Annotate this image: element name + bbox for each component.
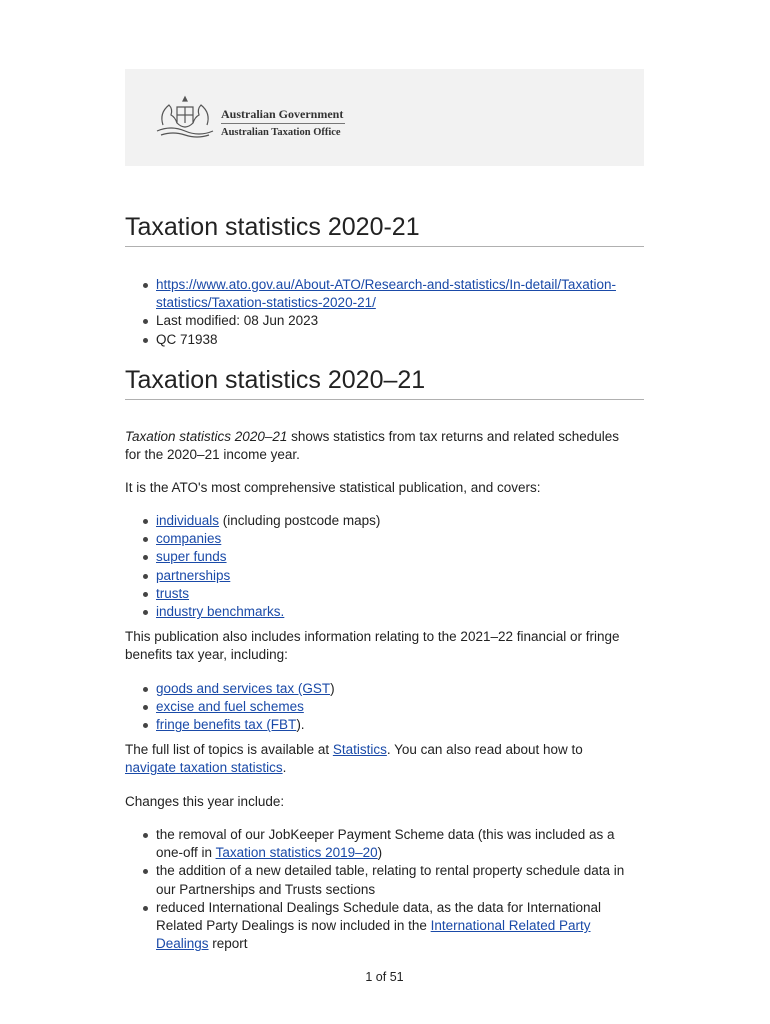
government-name: Australian Government bbox=[221, 107, 344, 121]
topics-paragraph: The full list of topics is available at Statistics. You can also read about how to navigate taxation statistics. bbox=[125, 742, 583, 776]
statistics-link[interactable]: Statistics bbox=[332, 742, 387, 757]
list-item: individuals (including postcode maps) bbox=[125, 512, 644, 530]
list-item bbox=[125, 585, 644, 603]
meta-qc-item: QC 71938 bbox=[125, 331, 644, 349]
list-item bbox=[125, 698, 644, 716]
source-url-link[interactable]: https://www.ato.gov.au/About-ATO/Research-and-statistics/In-detail/Taxation- statistics/Taxation-statistics-2020-21/ bbox=[156, 277, 616, 311]
international-related-party-dealings-link[interactable]: International Related Party Dealings bbox=[156, 918, 591, 952]
page-title: Taxation statistics 2020-21 bbox=[125, 213, 644, 247]
fbt-link[interactable]: fringe benefits tax (FBT bbox=[156, 717, 297, 733]
page-number: 1 of 51 bbox=[365, 970, 404, 984]
list-item: the removal of our JobKeeper Payment Scheme data (this was included as a one-off in Taxation statistics 2019–20) bbox=[125, 826, 644, 862]
list-item: reduced International Dealings Schedule data, as the data for International Related Party Dealings is now included in the International Related Party Dealings report bbox=[125, 899, 644, 954]
meta-modified-item: Last modified: 08 Jun 2023 bbox=[125, 312, 644, 330]
coat-of-arms-icon bbox=[153, 95, 217, 141]
gst-link[interactable]: goods and services tax (GST bbox=[156, 681, 331, 696]
covers-list bbox=[125, 512, 644, 621]
fringe-paragraph: This publication also includes information relating to the 2021–22 financial or fringe benefits tax year, including: bbox=[125, 629, 620, 663]
navigate-statistics-link[interactable]: navigate taxation statistics bbox=[125, 760, 283, 776]
changes-paragraph: Changes this year include: bbox=[125, 794, 285, 809]
list-item: goods and services tax (GST) bbox=[125, 680, 644, 698]
super-funds-link[interactable]: super funds bbox=[156, 549, 227, 565]
wordmark-divider bbox=[221, 123, 345, 124]
header-banner bbox=[125, 69, 644, 166]
changes-list bbox=[125, 826, 644, 953]
individuals-link[interactable]: individuals bbox=[156, 513, 220, 528]
intro-paragraph: Taxation statistics 2020–21 shows statistics from tax returns and related schedules for the 2020–21 income year. bbox=[125, 429, 620, 463]
list-item bbox=[125, 530, 644, 548]
industry-benchmarks-link[interactable]: industry benchmarks. bbox=[156, 604, 285, 620]
covers-paragraph: It is the ATO's most comprehensive statistical publication, and covers: bbox=[125, 480, 541, 495]
section-title: Taxation statistics 2020–21 bbox=[125, 366, 644, 400]
list-item bbox=[125, 603, 644, 621]
trusts-link[interactable]: trusts bbox=[156, 585, 190, 601]
list-item bbox=[125, 548, 644, 566]
list-item: fringe benefits tax (FBT). bbox=[125, 716, 644, 734]
meta-url-item bbox=[125, 276, 644, 312]
taxation-statistics-2019-20-link[interactable]: Taxation statistics 2019–20 bbox=[215, 845, 378, 861]
companies-link[interactable]: companies bbox=[156, 531, 222, 547]
partnerships-link[interactable]: partnerships bbox=[156, 567, 231, 583]
excise-link[interactable]: excise and fuel schemes bbox=[156, 699, 304, 715]
government-wordmark bbox=[221, 107, 345, 139]
agency-name: Australian Taxation Office bbox=[221, 127, 341, 138]
list-item bbox=[125, 567, 644, 585]
list-item: the addition of a new detailed table, relating to rental property schedule data in our Partnerships and Trusts sections bbox=[125, 862, 644, 898]
meta-list bbox=[125, 276, 644, 349]
fringe-list bbox=[125, 680, 644, 735]
